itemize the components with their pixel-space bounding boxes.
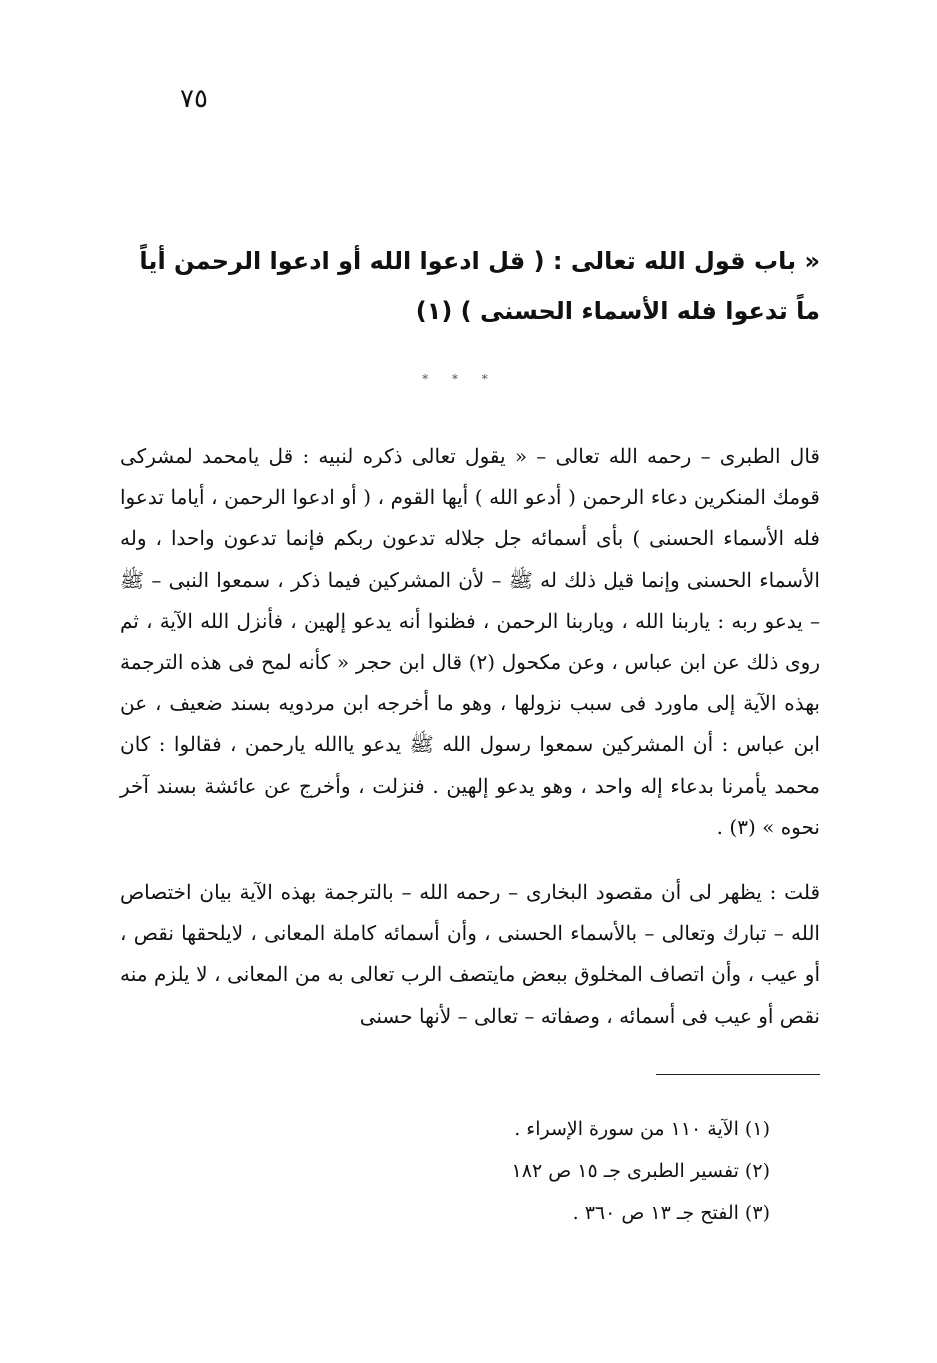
page-number: ٧٥: [180, 84, 208, 114]
body-paragraph-1: قال الطبرى – رحمه الله تعالى – « يقول تعالى ذكره لنبيه : قل يامحمد لمشركى قومك المنكرين دعاء الرحمن ( أدعو الله ) أيها القوم ، ( أو ادعوا الرحمن ، أياما تدعوا فله الأسماء الحسنى ) بأى أسمائه جل جلاله تدعون ربكم فإنما تدعون واحدا ، وله الأسماء الحسنى وإنما قيل ذلك له ﷺ – لأن المشركين فيما ذكر ، سمعوا النبى – ﷺ – يدعو ربه : ياربنا الله ، وياربنا الرحمن ، فظنوا أنه يدعو إلهين ، فأنزل الله الآية ، ثم روى ذلك عن ابن عباس ، وعن مكحول (٢) قال ابن حجر « كأنه لمح فى هذه الترجمة بهذه الآية إلى ماورد فى سبب نزولها ، وهو ما أخرجه ابن مردويه بسند ضعيف ، عن ابن عباس : أن المشركين سمعوا رسول الله ﷺ يدعو ياالله يارحمن ، فقالوا : كان محمد يأمرنا بدعاء إله واحد ، وهو يدعو إلهين . فنزلت ، وأخرج عن عائشة بسند آخر نحوه » (٣) .: [120, 444, 820, 839]
chapter-title: « باب قول الله تعالى : ( قل ادعوا الله أو ادعوا الرحمن أياً ماً تدعوا فله الأسماء الحسنى ) (١): [139, 247, 820, 325]
footnote-3: (٣) الفتح جـ ١٣ ص ٣٦٠ .: [572, 1202, 770, 1224]
footnote-divider: [656, 1074, 820, 1075]
body-paragraph-2: قلت : يظهر لى أن مقصود البخارى – رحمه الله – بالترجمة بهذه الآية بيان اختصاص الله – تبارك وتعالى – بالأسماء الحسنى ، وأن أسمائه كاملة المعانى ، لايلحقها نقص ، أو عيب ، وأن اتصاف المخلوق ببعض مايتصف الرب تعالى به من المعانى ، لا يلزم منه نقص أو عيب فى أسمائه ، وصفاته – تعالى – لأنها حسنى: [120, 880, 820, 1028]
section-separator: * * *: [422, 372, 498, 386]
footnote-1: (١) الآية ١١٠ من سورة الإسراء .: [514, 1118, 770, 1140]
footnotes: [300, 1108, 770, 1234]
footnote-2: (٢) تفسير الطبرى جـ ١٥ ص ١٨٢: [511, 1160, 770, 1182]
